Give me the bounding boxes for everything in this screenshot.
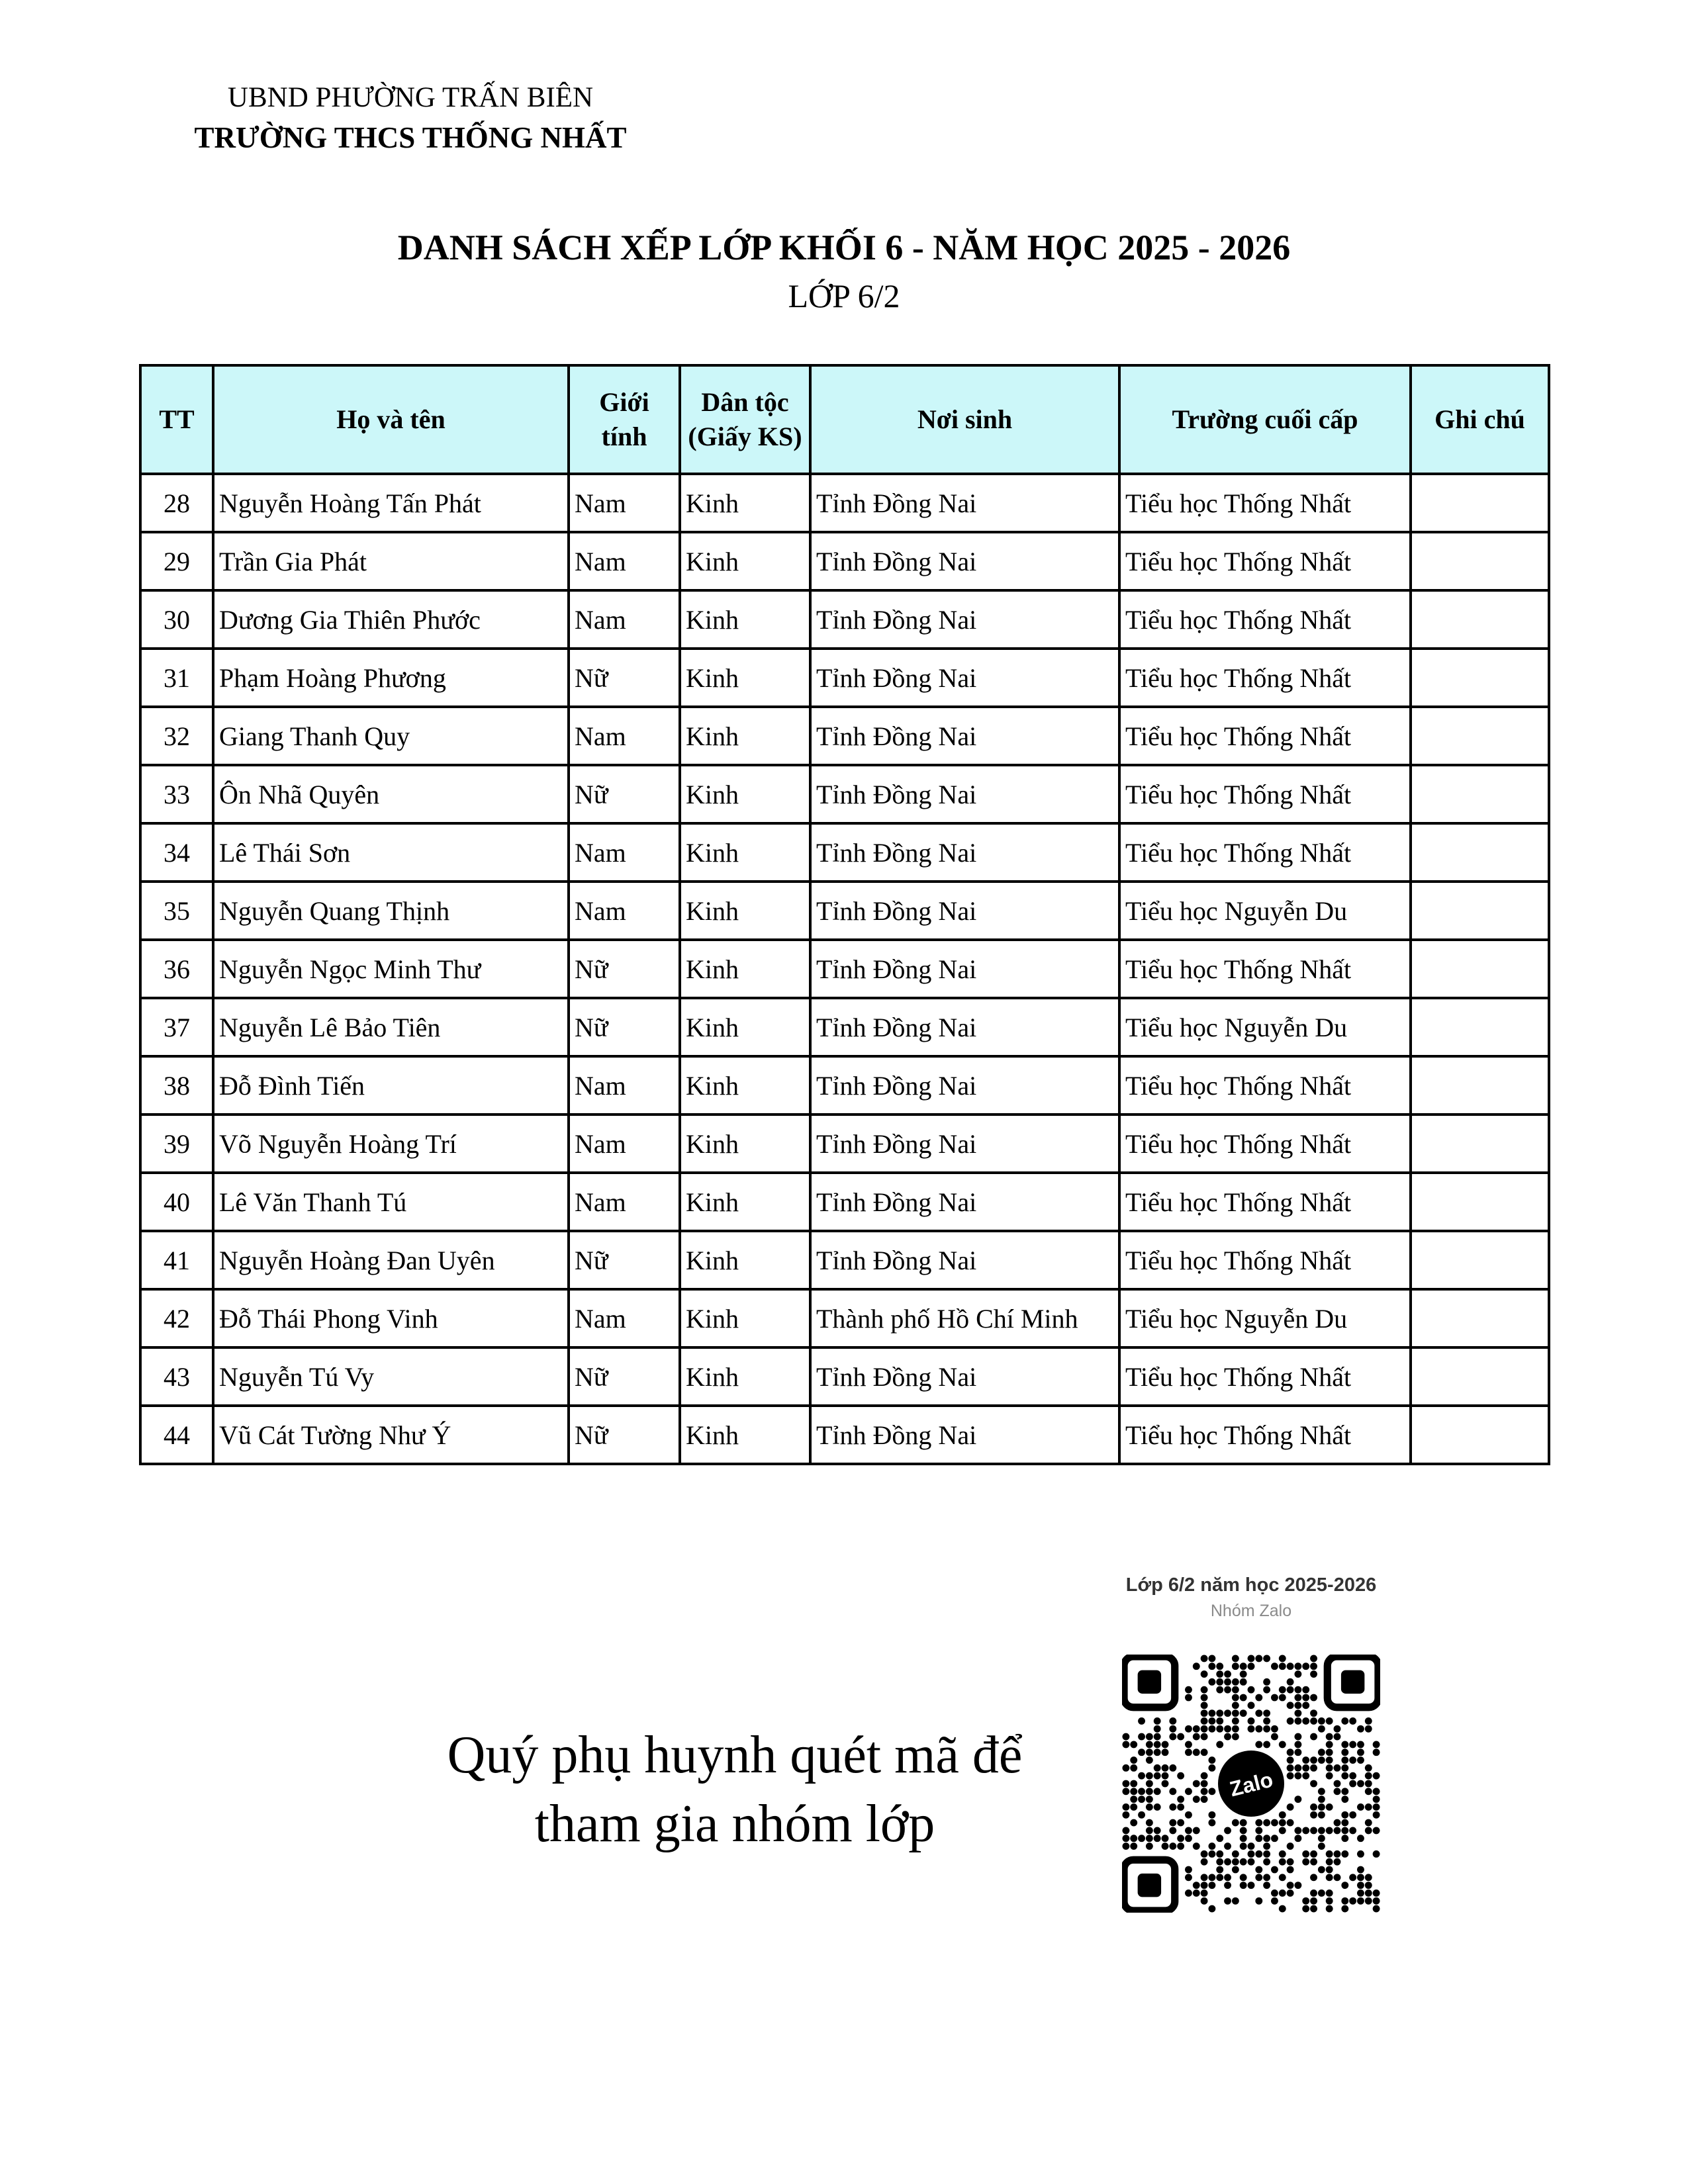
row-tt: 42: [140, 1289, 213, 1347]
row-school: Tiểu học Thống Nhất: [1119, 649, 1411, 707]
row-gender: Nữ: [569, 998, 680, 1056]
row-note: [1411, 1115, 1549, 1173]
table-row: [140, 882, 1549, 940]
row-tt: 34: [140, 823, 213, 882]
row-name: Lê Thái Sơn: [213, 823, 569, 882]
row-birthplace: Tỉnh Đồng Nai: [810, 532, 1119, 590]
table-row: [140, 1115, 1549, 1173]
table-header-row: [140, 365, 1549, 474]
row-ethnicity: Kinh: [680, 474, 810, 532]
table-row: [140, 1056, 1549, 1115]
table-row: [140, 998, 1549, 1056]
row-tt: 36: [140, 940, 213, 998]
document-header: [139, 78, 682, 158]
row-birthplace: Tỉnh Đồng Nai: [810, 707, 1119, 765]
row-school: Tiểu học Thống Nhất: [1119, 1173, 1411, 1231]
row-school: Tiểu học Thống Nhất: [1119, 707, 1411, 765]
row-school: Tiểu học Thống Nhất: [1119, 590, 1411, 649]
row-name: Nguyễn Hoàng Tấn Phát: [213, 474, 569, 532]
row-gender: Nam: [569, 532, 680, 590]
row-tt: 38: [140, 1056, 213, 1115]
row-note: [1411, 1173, 1549, 1231]
row-ethnicity: Kinh: [680, 649, 810, 707]
class-subtitle: LỚP 6/2: [788, 277, 900, 314]
row-birthplace: Tỉnh Đồng Nai: [810, 1115, 1119, 1173]
row-ethnicity: Kinh: [680, 1406, 810, 1464]
header-gender-line2: tính: [601, 422, 647, 451]
row-name: Đỗ Thái Phong Vinh: [213, 1289, 569, 1347]
row-birthplace: Tỉnh Đồng Nai: [810, 1347, 1119, 1406]
row-ethnicity: Kinh: [680, 765, 810, 823]
row-name: Giang Thanh Quy: [213, 707, 569, 765]
row-gender: Nam: [569, 707, 680, 765]
row-name: Nguyễn Ngọc Minh Thư: [213, 940, 569, 998]
row-birthplace: Tỉnh Đồng Nai: [810, 823, 1119, 882]
qr-code-icon[interactable]: [1122, 1655, 1380, 1913]
row-school: Tiểu học Thống Nhất: [1119, 1056, 1411, 1115]
row-school: Tiểu học Thống Nhất: [1119, 532, 1411, 590]
header-gender-line1: Giới: [599, 387, 649, 417]
row-tt: 29: [140, 532, 213, 590]
row-birthplace: Tỉnh Đồng Nai: [810, 1056, 1119, 1115]
row-gender: Nữ: [569, 1406, 680, 1464]
row-name: Phạm Hoàng Phương: [213, 649, 569, 707]
table-row: [140, 1347, 1549, 1406]
row-note: [1411, 1056, 1549, 1115]
row-tt: 39: [140, 1115, 213, 1173]
header-gender: [569, 365, 680, 474]
row-ethnicity: Kinh: [680, 882, 810, 940]
row-name: Võ Nguyễn Hoàng Trí: [213, 1115, 569, 1173]
row-note: [1411, 882, 1549, 940]
row-tt: 37: [140, 998, 213, 1056]
row-gender: Nam: [569, 1115, 680, 1173]
row-name: Nguyễn Lê Bảo Tiên: [213, 998, 569, 1056]
row-school: Tiểu học Thống Nhất: [1119, 940, 1411, 998]
table-row: [140, 707, 1549, 765]
row-gender: Nữ: [569, 765, 680, 823]
row-birthplace: Thành phố Hồ Chí Minh: [810, 1289, 1119, 1347]
row-tt: 32: [140, 707, 213, 765]
row-name: Nguyễn Hoàng Đan Uyên: [213, 1231, 569, 1289]
row-birthplace: Tỉnh Đồng Nai: [810, 882, 1119, 940]
row-note: [1411, 1231, 1549, 1289]
row-school: Tiểu học Nguyễn Du: [1119, 998, 1411, 1056]
row-tt: 30: [140, 590, 213, 649]
row-note: [1411, 649, 1549, 707]
class-roster-table: [139, 364, 1550, 1465]
row-name: Trần Gia Phát: [213, 532, 569, 590]
header-ethnicity-line2: (Giấy KS): [688, 422, 802, 451]
header-school: Trường cuối cấp: [1119, 365, 1411, 474]
row-school: Tiểu học Thống Nhất: [1119, 474, 1411, 532]
row-birthplace: Tỉnh Đồng Nai: [810, 1173, 1119, 1231]
row-name: Vũ Cát Tường Như Ý: [213, 1406, 569, 1464]
table-row: [140, 590, 1549, 649]
row-gender: Nam: [569, 1056, 680, 1115]
row-school: Tiểu học Thống Nhất: [1119, 823, 1411, 882]
table-row: [140, 1406, 1549, 1464]
row-gender: Nam: [569, 1289, 680, 1347]
row-note: [1411, 1347, 1549, 1406]
row-tt: 35: [140, 882, 213, 940]
row-note: [1411, 1406, 1549, 1464]
row-ethnicity: Kinh: [680, 823, 810, 882]
row-note: [1411, 532, 1549, 590]
row-gender: Nữ: [569, 940, 680, 998]
table-row: [140, 823, 1549, 882]
row-ethnicity: Kinh: [680, 532, 810, 590]
table-row: [140, 765, 1549, 823]
row-gender: Nữ: [569, 649, 680, 707]
row-school: Tiểu học Thống Nhất: [1119, 765, 1411, 823]
table-row: [140, 940, 1549, 998]
row-birthplace: Tỉnh Đồng Nai: [810, 998, 1119, 1056]
row-ethnicity: Kinh: [680, 998, 810, 1056]
header-ethnicity: [680, 365, 810, 474]
header-ethnicity-line1: Dân tộc: [701, 387, 789, 417]
row-birthplace: Tỉnh Đồng Nai: [810, 1406, 1119, 1464]
invitation-line-1: Quý phụ huynh quét mã để: [447, 1726, 1023, 1784]
row-tt: 40: [140, 1173, 213, 1231]
qr-group-type: Nhóm Zalo: [1210, 1602, 1292, 1620]
row-note: [1411, 998, 1549, 1056]
authority-name: UBND PHƯỜNG TRẤN BIÊN: [227, 82, 594, 113]
table-row: [140, 649, 1549, 707]
row-school: Tiểu học Thống Nhất: [1119, 1347, 1411, 1406]
school-name: TRƯỜNG THCS THỐNG NHẤT: [194, 121, 627, 154]
row-ethnicity: Kinh: [680, 707, 810, 765]
row-gender: Nam: [569, 590, 680, 649]
row-gender: Nữ: [569, 1231, 680, 1289]
row-school: Tiểu học Thống Nhất: [1119, 1406, 1411, 1464]
header-name: Họ và tên: [213, 365, 569, 474]
row-note: [1411, 765, 1549, 823]
row-ethnicity: Kinh: [680, 940, 810, 998]
header-tt: TT: [140, 365, 213, 474]
row-ethnicity: Kinh: [680, 1056, 810, 1115]
table-row: [140, 1173, 1549, 1231]
row-ethnicity: Kinh: [680, 1115, 810, 1173]
row-school: Tiểu học Nguyễn Du: [1119, 882, 1411, 940]
row-note: [1411, 823, 1549, 882]
row-school: Tiểu học Thống Nhất: [1119, 1231, 1411, 1289]
zalo-logo-text: Zalo: [1227, 1767, 1276, 1801]
table-row: [140, 1231, 1549, 1289]
row-school: Tiểu học Thống Nhất: [1119, 1115, 1411, 1173]
header-note: Ghi chú: [1411, 365, 1549, 474]
row-name: Ôn Nhã Quyên: [213, 765, 569, 823]
row-name: Nguyễn Tú Vy: [213, 1347, 569, 1406]
row-note: [1411, 707, 1549, 765]
row-ethnicity: Kinh: [680, 1289, 810, 1347]
row-tt: 44: [140, 1406, 213, 1464]
row-gender: Nam: [569, 882, 680, 940]
row-ethnicity: Kinh: [680, 1347, 810, 1406]
row-name: Nguyễn Quang Thịnh: [213, 882, 569, 940]
row-gender: Nam: [569, 474, 680, 532]
row-birthplace: Tỉnh Đồng Nai: [810, 649, 1119, 707]
row-note: [1411, 1289, 1549, 1347]
row-ethnicity: Kinh: [680, 1231, 810, 1289]
table-row: [140, 474, 1549, 532]
row-gender: Nam: [569, 823, 680, 882]
table-row: [140, 1289, 1549, 1347]
row-name: Đỗ Đình Tiến: [213, 1056, 569, 1115]
row-ethnicity: Kinh: [680, 1173, 810, 1231]
row-note: [1411, 940, 1549, 998]
row-gender: Nữ: [569, 1347, 680, 1406]
parent-invitation: [371, 1721, 1099, 1858]
table-body: [140, 474, 1549, 1464]
row-ethnicity: Kinh: [680, 590, 810, 649]
row-note: [1411, 590, 1549, 649]
row-name: Dương Gia Thiên Phước: [213, 590, 569, 649]
row-tt: 33: [140, 765, 213, 823]
invitation-line-2: tham gia nhóm lớp: [534, 1795, 935, 1853]
row-tt: 41: [140, 1231, 213, 1289]
row-birthplace: Tỉnh Đồng Nai: [810, 474, 1119, 532]
row-name: Lê Văn Thanh Tú: [213, 1173, 569, 1231]
row-tt: 28: [140, 474, 213, 532]
row-birthplace: Tỉnh Đồng Nai: [810, 940, 1119, 998]
row-school: Tiểu học Nguyễn Du: [1119, 1289, 1411, 1347]
header-birthplace: Nơi sinh: [810, 365, 1119, 474]
row-tt: 43: [140, 1347, 213, 1406]
table-row: [140, 532, 1549, 590]
row-tt: 31: [140, 649, 213, 707]
row-birthplace: Tỉnh Đồng Nai: [810, 590, 1119, 649]
row-note: [1411, 474, 1549, 532]
row-birthplace: Tỉnh Đồng Nai: [810, 765, 1119, 823]
row-gender: Nam: [569, 1173, 680, 1231]
row-birthplace: Tỉnh Đồng Nai: [810, 1231, 1119, 1289]
qr-group-name: Lớp 6/2 năm học 2025-2026: [1125, 1574, 1377, 1596]
zalo-qr-card: [1099, 1572, 1403, 1801]
document-title: DANH SÁCH XẾP LỚP KHỐI 6 - NĂM HỌC 2025 - 2026: [397, 228, 1291, 267]
